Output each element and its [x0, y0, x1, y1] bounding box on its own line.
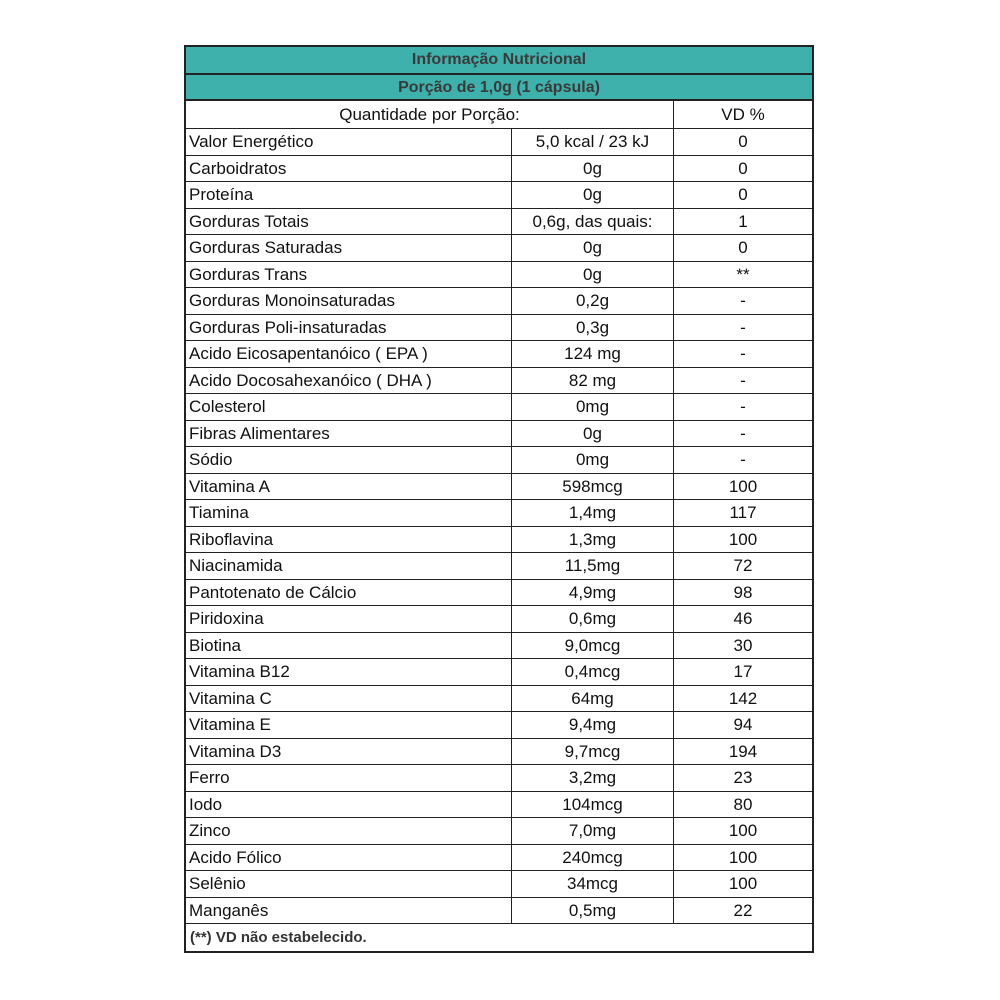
nutrient-name: Vitamina E: [186, 712, 512, 738]
nutrient-amount: 0,4mcg: [512, 659, 674, 685]
table-row: [186, 235, 812, 262]
serving-size: Porção de 1,0g (1 cápsula): [186, 75, 812, 101]
nutrient-amount: 0,6mg: [512, 606, 674, 632]
nutrient-vd: -: [740, 450, 746, 469]
table-row: [186, 156, 812, 183]
nutrient-amount: 1,4mg: [512, 500, 674, 526]
nutrient-amount: 5,0 kcal / 23 kJ: [512, 129, 674, 155]
nutrient-name: Acido Docosahexanóico ( DHA ): [186, 368, 512, 394]
nutrient-name: Valor Energético: [186, 129, 512, 155]
nutrient-amount: 9,0mcg: [512, 633, 674, 659]
nutrient-amount: 1,3mg: [512, 527, 674, 553]
nutrient-vd: 1: [738, 211, 748, 231]
nutrient-name: Gorduras Saturadas: [186, 235, 512, 261]
nutrient-vd: 100: [728, 476, 758, 496]
nutrient-vd: 80: [733, 794, 753, 814]
nutrient-vd: 98: [733, 582, 753, 602]
nutrient-name: Acido Fólico: [186, 845, 512, 871]
nutrient-amount: 0,2g: [512, 288, 674, 314]
nutrient-name: Vitamina C: [186, 686, 512, 712]
nutrient-vd: 0: [738, 132, 748, 151]
table-row: [186, 712, 812, 739]
nutrient-amount: 9,4mg: [512, 712, 674, 738]
nutrient-vd: 100: [728, 821, 758, 840]
table-row: [186, 818, 812, 845]
table-row: [186, 182, 812, 209]
nutrient-vd: 0: [738, 185, 748, 204]
table-row: [186, 341, 812, 368]
table-row: [186, 129, 812, 156]
table-row: [186, 580, 812, 607]
nutrient-name: Ferro: [186, 765, 512, 791]
nutrient-vd: 94: [733, 715, 753, 734]
nutrient-name: Manganês: [186, 898, 512, 924]
table-row: [186, 209, 812, 236]
table-row: [186, 288, 812, 315]
table-row: [186, 765, 812, 792]
nutrient-amount: 0,5mg: [512, 898, 674, 924]
nutrient-name: Zinco: [186, 818, 512, 844]
nutrient-vd: 194: [728, 741, 758, 761]
nutrient-vd: 0: [738, 158, 748, 178]
nutrient-name: Acido Eicosapentanóico ( EPA ): [186, 341, 512, 367]
nutrient-vd: -: [740, 291, 746, 310]
nutrient-vd: 17: [733, 662, 753, 681]
nutrient-vd: 142: [728, 688, 758, 708]
nutrient-name: Gorduras Monoinsaturadas: [186, 288, 512, 314]
nutrient-name: Gorduras Trans: [186, 262, 512, 288]
nutrient-amount: 0,6g, das quais:: [512, 209, 674, 235]
nutrient-amount: 0mg: [512, 394, 674, 420]
nutrient-rows: [186, 129, 812, 924]
nutrient-vd: 0: [738, 238, 748, 257]
nutrient-name: Riboflavina: [186, 527, 512, 553]
nutrient-amount: 598mcg: [512, 474, 674, 500]
nutrient-amount: 4,9mg: [512, 580, 674, 606]
table-row: [186, 633, 812, 660]
nutrient-vd: 100: [728, 529, 758, 549]
table-row: [186, 845, 812, 872]
nutrient-vd: 117: [729, 503, 757, 522]
column-header-row: [186, 101, 812, 129]
table-row: [186, 739, 812, 766]
nutrient-vd: -: [740, 423, 746, 443]
nutrient-amount: 0g: [512, 156, 674, 182]
nutrient-amount: 124 mg: [512, 341, 674, 367]
nutrient-vd: 30: [733, 635, 753, 655]
nutrient-amount: 240mcg: [512, 845, 674, 871]
nutrient-name: Niacinamida: [186, 553, 512, 579]
nutrient-amount: 82 mg: [512, 368, 674, 394]
table-row: [186, 898, 812, 925]
table-row: [186, 792, 812, 819]
nutrient-vd: 23: [733, 768, 753, 787]
nutrient-vd: -: [740, 344, 746, 363]
nutrition-facts-table: [184, 45, 814, 953]
nutrient-name: Gorduras Poli-insaturadas: [186, 315, 512, 341]
nutrient-name: Pantotenato de Cálcio: [186, 580, 512, 606]
table-row: [186, 871, 812, 898]
nutrient-name: Colesterol: [186, 394, 512, 420]
nutrient-name: Tiamina: [186, 500, 512, 526]
nutrient-vd: 72: [733, 556, 753, 575]
nutrient-name: Vitamina D3: [186, 739, 512, 765]
table-row: [186, 553, 812, 580]
nutrient-amount: 11,5mg: [512, 553, 674, 579]
table-row: [186, 500, 812, 527]
table-row: [186, 606, 812, 633]
nutrient-vd: 100: [728, 847, 758, 867]
nutrient-vd: 100: [728, 874, 758, 893]
nutrient-name: Vitamina B12: [186, 659, 512, 685]
nutrient-amount: 0g: [512, 182, 674, 208]
nutrient-name: Selênio: [186, 871, 512, 897]
nutrient-name: Gorduras Totais: [186, 209, 512, 235]
nutrient-name: Vitamina A: [186, 474, 512, 500]
table-row: [186, 447, 812, 474]
nutrient-name: Fibras Alimentares: [186, 421, 512, 447]
table-row: [186, 686, 812, 713]
quantity-header: Quantidade por Porção:: [186, 101, 674, 128]
nutrient-amount: 0g: [512, 235, 674, 261]
footnote: (**) VD não estabelecido.: [190, 929, 367, 946]
table-row: [186, 394, 812, 421]
table-row: [186, 262, 812, 289]
nutrient-name: Proteína: [186, 182, 512, 208]
nutrient-amount: 0,3g: [512, 315, 674, 341]
nutrient-vd: -: [740, 370, 746, 390]
nutrient-amount: 3,2mg: [512, 765, 674, 791]
nutrient-vd: **: [736, 264, 750, 284]
nutrient-name: Biotina: [186, 633, 512, 659]
table-title: Informação Nutricional: [186, 47, 812, 75]
nutrient-amount: 104mcg: [512, 792, 674, 818]
nutrient-name: Sódio: [186, 447, 512, 473]
nutrient-amount: 0g: [512, 262, 674, 288]
table-row: [186, 368, 812, 395]
table-row: [186, 315, 812, 342]
vd-header: VD %: [721, 105, 765, 124]
nutrient-vd: -: [740, 397, 746, 416]
nutrient-amount: 9,7mcg: [512, 739, 674, 765]
table-row: [186, 474, 812, 501]
nutrient-name: Carboidratos: [186, 156, 512, 182]
table-row: [186, 421, 812, 448]
nutrient-amount: 7,0mg: [512, 818, 674, 844]
nutrient-amount: 0g: [512, 421, 674, 447]
table-row: [186, 659, 812, 686]
nutrient-vd: -: [740, 317, 746, 337]
nutrient-vd: 22: [733, 900, 753, 920]
nutrient-name: Iodo: [186, 792, 512, 818]
nutrient-amount: 34mcg: [512, 871, 674, 897]
nutrient-amount: 64mg: [512, 686, 674, 712]
nutrient-amount: 0mg: [512, 447, 674, 473]
nutrient-name: Piridoxina: [186, 606, 512, 632]
nutrient-vd: 46: [733, 609, 753, 628]
table-row: [186, 527, 812, 554]
